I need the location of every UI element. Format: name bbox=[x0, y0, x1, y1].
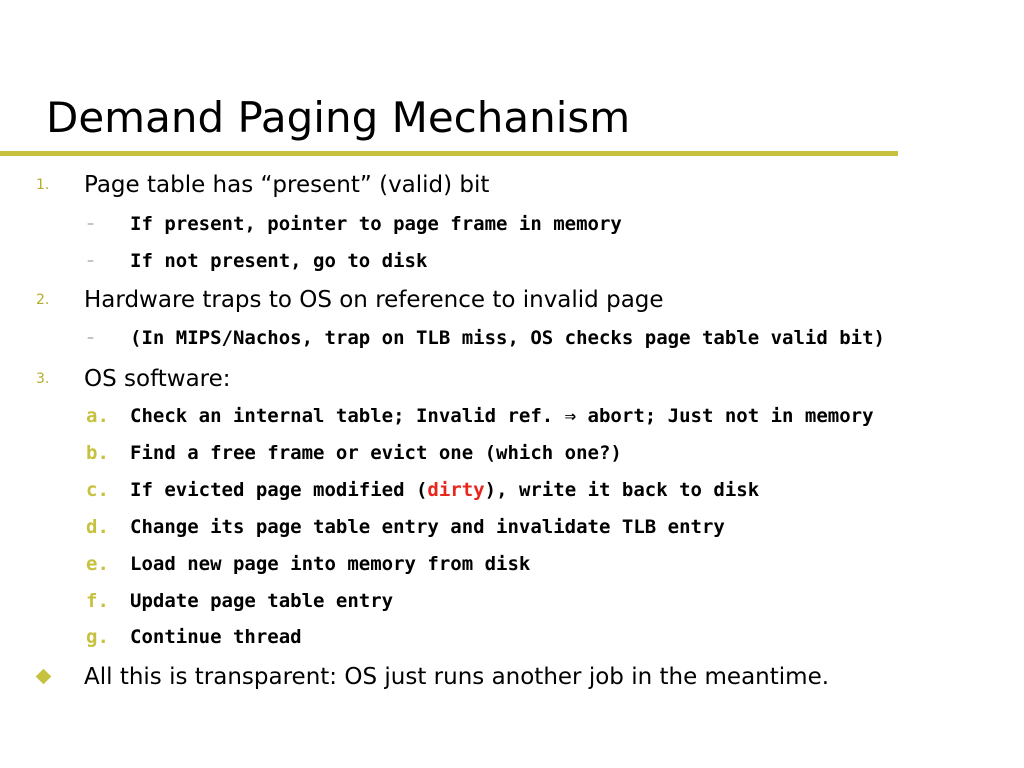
list-item-3-text: OS software: bbox=[84, 366, 231, 392]
step-g-text: Continue thread bbox=[130, 626, 302, 648]
dirty-highlight: dirty bbox=[427, 479, 485, 501]
step-c-text-after: ), write it back to disk bbox=[484, 479, 760, 501]
step-letter-e: e. bbox=[86, 553, 109, 575]
sub-item-1a: If present, pointer to page frame in memory bbox=[130, 213, 622, 235]
list-number-3: 3. bbox=[36, 371, 50, 387]
step-letter-b: b. bbox=[86, 442, 109, 464]
list-number-1: 1. bbox=[36, 177, 50, 193]
title-underline bbox=[0, 151, 898, 156]
diamond-bullet-icon bbox=[36, 669, 52, 685]
step-a-text: Check an internal table; Invalid ref. ⇒ abort; Just not in memory bbox=[130, 405, 874, 427]
step-b-text: Find a free frame or evict one (which one?) bbox=[130, 442, 622, 464]
sub-item-1b: If not present, go to disk bbox=[130, 250, 428, 272]
dash-bullet: – bbox=[87, 216, 94, 232]
step-letter-g: g. bbox=[86, 626, 109, 648]
step-d-text: Change its page table entry and invalidate TLB entry bbox=[130, 516, 725, 538]
step-letter-f: f. bbox=[86, 590, 109, 612]
dash-bullet: – bbox=[87, 330, 94, 346]
list-number-2: 2. bbox=[36, 292, 50, 308]
step-letter-c: c. bbox=[86, 479, 109, 501]
dash-bullet: – bbox=[87, 253, 94, 269]
step-letter-d: d. bbox=[86, 516, 109, 538]
slide-title: Demand Paging Mechanism bbox=[46, 93, 631, 142]
summary-bullet-text: All this is transparent: OS just runs another job in the meantime. bbox=[84, 664, 830, 690]
step-letter-a: a. bbox=[86, 405, 109, 427]
step-c-text bbox=[130, 477, 759, 503]
sub-item-2a: (In MIPS/Nachos, trap on TLB miss, OS checks page table valid bit) bbox=[130, 327, 885, 349]
step-f-text: Update page table entry bbox=[130, 590, 394, 612]
step-c-text-before: If evicted page modified ( bbox=[130, 479, 428, 501]
step-e-text: Load new page into memory from disk bbox=[130, 553, 531, 575]
list-item-1-text: Page table has “present” (valid) bit bbox=[84, 172, 490, 198]
list-item-2-text: Hardware traps to OS on reference to invalid page bbox=[84, 287, 664, 313]
